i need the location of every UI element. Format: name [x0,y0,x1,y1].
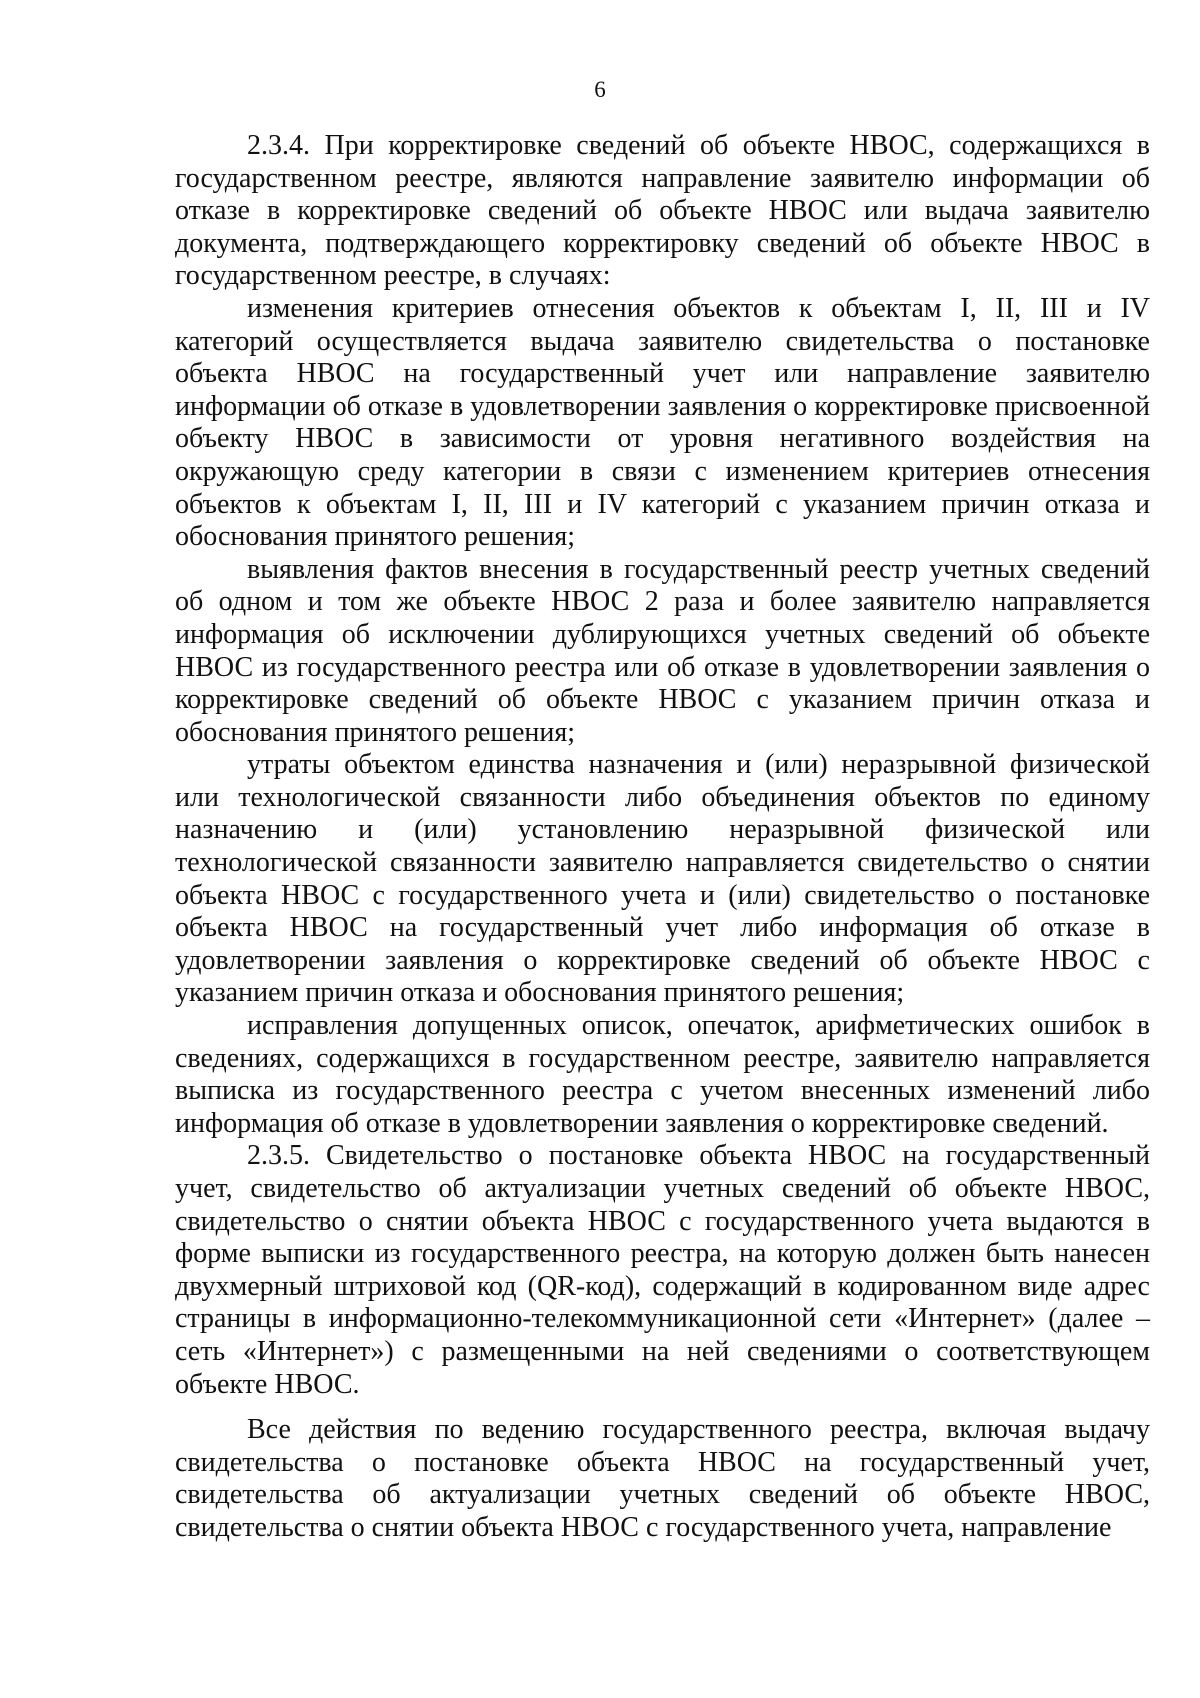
paragraph-typo-correction: исправления допущенных описок, опечаток, арифметических ошибок в сведениях, содержащихся в государственном реестре, заявителю направляется выписка из государственного реестра с учетом внесенных изменений либо информация об отказе в удовлетворении заявления о корректировке сведений. [175,1010,1150,1139]
paragraph-2-3-5: 2.3.5. Свидетельство о постановке объекта НВОС на государственный учет, свидетельство об актуализации учетных сведений об объекте НВОС, свидетельство о снятии объекта НВОС с государственного учета выдаются в форме выписки из государственного реестра, на которую должен быть нанесен двухмерный штриховой код (QR-код), содержащий в кодированном виде адрес страницы в информационно-телекоммуникационной сети «Интернет» (далее – сеть «Интернет») с размещенными на ней сведениями о соответствующем объекте НВОС. [175,1140,1150,1400]
paragraph-loss-of-unity: утраты объектом единства назначения и (или) неразрывной физической или технологической связанности либо объединения объектов по единому назначению и (или) установлению неразрывной физической или технологической связанности заявителю направляется свидетельство о снятии объекта НВОС с государственного учета и (или) свидетельство о постановке объекта НВОС на государственный учет либо информация об отказе в удовлетворении заявления о корректировке сведений об объекте НВОС с указанием причин отказа и обоснования принятого решения; [175,749,1150,1009]
paragraph-registry-actions: Все действия по ведению государственного реестра, включая выдачу свидетельства о постановке объекта НВОС на государственный учет, свидетельства об актуализации учетных сведений об объекте НВОС, свидетельства о снятии объекта НВОС с государственного учета, направление [175,1414,1150,1543]
paragraph-2-3-4: 2.3.4. При корректировке сведений об объекте НВОС, содержащихся в государственном реестре, являются направление заявителю информации об отказе в корректировке сведений об объекте НВОС или выдача заявителю документа, подтверждающего корректировку сведений об объекте НВОС в государственном реестре, в случаях: [175,130,1150,292]
paragraph-duplicate-records: выявления фактов внесения в государственный реестр учетных сведений об одном и том же объекте НВОС 2 раза и более заявителю направляется информация об исключении дублирующихся учетных сведений об объекте НВОС из государственного реестра или об отказе в удовлетворении заявления о корректировке сведений об объекте НВОС с указанием причин отказа и обоснования принятого решения; [175,553,1150,748]
paragraph-criteria-change: изменения критериев отнесения объектов к объектам I, II, III и IV категорий осуществляется выдача заявителю свидетельства о постановке объекта НВОС на государственный учет или направление заявителю информации об отказе в удовлетворении заявления о корректировке присвоенной объекту НВОС в зависимости от уровня негативного воздействия на окружающую среду категории в связи с изменением критериев отнесения объектов к объектам I, II, III и IV категорий с указанием причин отказа и обоснования принятого решения; [175,292,1150,553]
page-number: 6 [594,77,606,102]
document-body [175,130,1150,1545]
